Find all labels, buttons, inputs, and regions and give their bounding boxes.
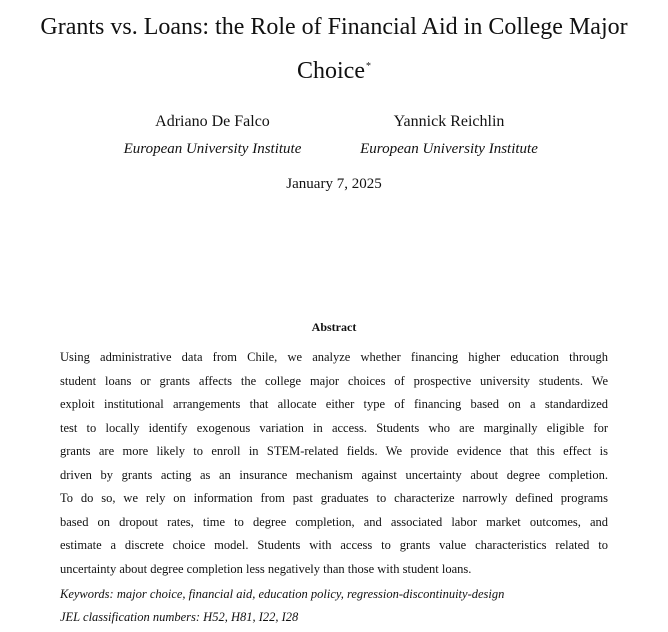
author-1	[110, 112, 315, 159]
title-footnote-mark[interactable]: *	[365, 61, 371, 72]
author-name: Adriano De Falco	[155, 113, 270, 130]
paper-title	[10, 5, 658, 93]
abstract-line: driven by grants acting as an insurance mechanism against uncertainty about degree completion.	[60, 467, 608, 482]
abstract-heading: Abstract	[311, 320, 357, 334]
abstract-line: student loans or grants affects the college major choices of prospective university students. We	[60, 373, 608, 388]
publication-date: January 7, 2025	[286, 176, 382, 192]
jel-classification: JEL classification numbers: H52, H81, I22, I28	[60, 610, 299, 624]
abstract-line: uncertainty about degree completion less negatively than those with student loans.	[60, 561, 472, 576]
abstract-body	[60, 346, 608, 581]
abstract-line: exploit institutional arrangements that allocate either type of financing based on a standardized	[60, 397, 608, 411]
abstract-line: based on dropout rates, time to degree completion, and associated labor market outcomes, and	[60, 514, 608, 529]
abstract-line: grants are more likely to enroll in STEM-related fields. We provide evidence that this effect is	[60, 444, 608, 458]
title-line-2: Choice	[297, 58, 365, 84]
keywords: Keywords: major choice, financial aid, education policy, regression-discontinuity-design	[60, 587, 505, 601]
abstract-line: test to locally identify exogenous variation in access. Students who are marginally eligible for	[60, 420, 608, 435]
abstract-line: estimate a discrete choice model. Students with access to grants value characteristics related to	[60, 538, 608, 552]
abstract-line: To do so, we rely on information from past graduates to characterize narrowly defined programs	[60, 491, 608, 505]
abstract-line: Using administrative data from Chile, we analyze whether financing higher education through	[60, 350, 608, 364]
author-name: Yannick Reichlin	[393, 113, 505, 130]
author-2	[349, 112, 549, 159]
author-institution: European University Institute	[360, 141, 538, 157]
author-institution: European University Institute	[123, 141, 302, 157]
title-line-1: Grants vs. Loans: the Role of Financial Aid in College Major	[40, 14, 628, 40]
author-block	[0, 112, 668, 162]
